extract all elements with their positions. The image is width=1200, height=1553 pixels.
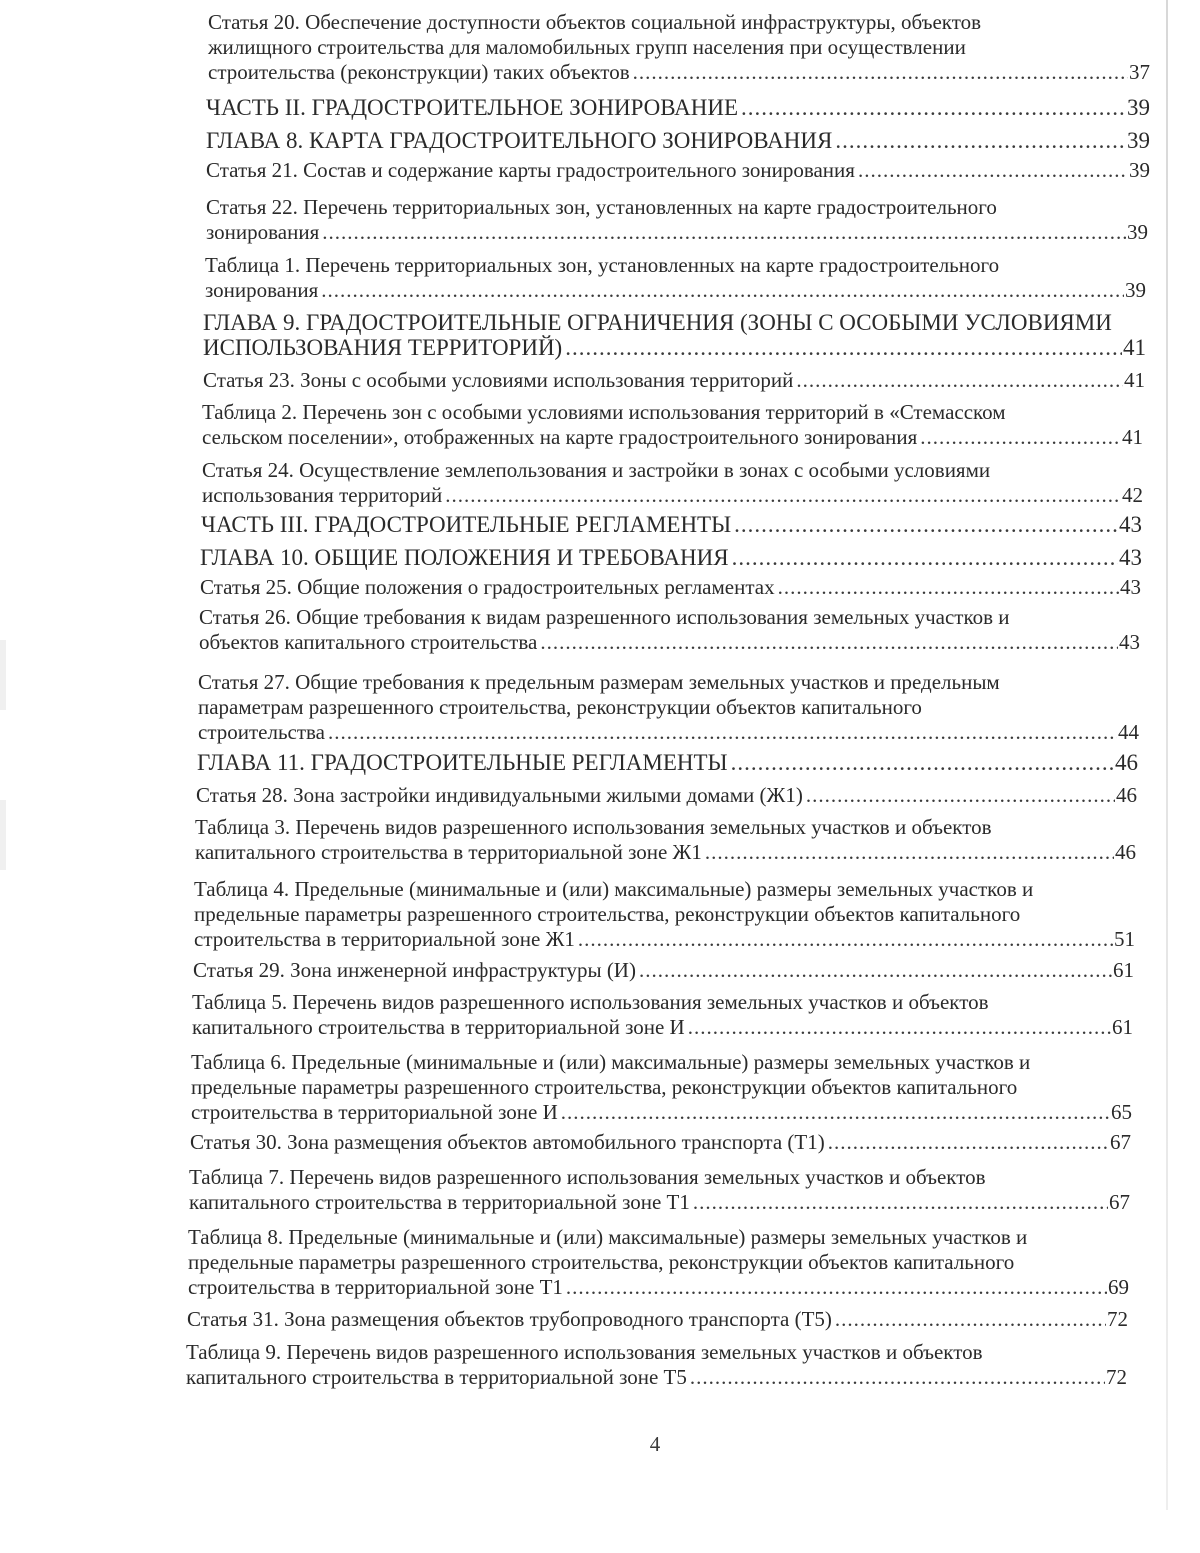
toc-entry-title: Таблица 5. Перечень видов разрешенного использования земельных участков и объектов	[192, 990, 989, 1014]
toc-page-number: 43	[1119, 545, 1142, 570]
dot-leader	[806, 783, 1115, 808]
toc-entry	[199, 605, 1140, 655]
toc-entry	[205, 253, 1146, 303]
toc-entry	[203, 368, 1145, 393]
toc-entry-line	[193, 958, 1134, 983]
dot-leader	[322, 220, 1126, 245]
toc-entry	[196, 783, 1137, 808]
toc-entry-title: Статья 31. Зона размещения объектов трубопроводного транспорта (Т5)	[187, 1307, 832, 1331]
toc-entry-title: Статья 27. Общие требования к предельным размерам земельных участков и предельным	[198, 670, 1000, 694]
toc-entry-line	[205, 278, 1146, 303]
toc-entry-title: Таблица 6. Предельные (минимальные и (или) максимальные) размеры земельных участков и	[191, 1050, 1031, 1074]
toc-page-number: 61	[1113, 958, 1134, 982]
toc-entry	[195, 815, 1136, 865]
toc-entry-line	[190, 1130, 1131, 1155]
toc-page-number: 72	[1107, 1307, 1128, 1331]
toc-page-number: 42	[1122, 483, 1143, 507]
toc-entry	[197, 750, 1138, 775]
toc-entry-title: капитального строительства в территориальной зоне Т1	[189, 1190, 690, 1214]
toc-entry-line	[189, 1165, 1130, 1190]
dot-leader	[734, 512, 1118, 537]
toc-entry-line	[189, 1190, 1130, 1215]
toc-entry	[187, 1307, 1128, 1332]
toc-entry-line	[194, 877, 1135, 902]
toc-entry-line	[206, 220, 1148, 245]
toc-entry-line	[188, 1275, 1129, 1300]
toc-entry-title: жилищного строительства для маломобильных групп населения при осуществлении	[208, 35, 966, 59]
toc-page-number: 37	[1129, 60, 1150, 84]
toc-entry	[200, 575, 1141, 600]
toc-entry	[206, 95, 1150, 120]
toc-entry-line	[202, 483, 1143, 508]
toc-entry-title: Таблица 2. Перечень зон с особыми условиями использования территорий в «Стемасском	[202, 400, 1006, 424]
toc-page-number: 51	[1114, 927, 1135, 951]
toc-entry	[190, 1130, 1131, 1155]
toc-page-number: 61	[1112, 1015, 1133, 1039]
toc-entry-line	[202, 400, 1143, 425]
dot-leader	[633, 60, 1128, 85]
toc-entry-title: ГЛАВА 8. КАРТА ГРАДОСТРОИТЕЛЬНОГО ЗОНИРОВАНИЯ	[206, 128, 833, 153]
toc-entry-title: предельные параметры разрешенного строительства, реконструкции объектов капитального	[188, 1250, 1015, 1274]
toc-entry-line	[188, 1250, 1129, 1275]
dot-leader	[328, 720, 1117, 745]
toc-entry-title: капитального строительства в территориальной зоне И	[192, 1015, 685, 1039]
toc-entry	[206, 195, 1148, 245]
toc-page-number: 46	[1115, 750, 1138, 775]
toc-entry-title: Таблица 1. Перечень территориальных зон, установленных на карте градостроительного	[205, 253, 1000, 277]
toc-entry-title: Статья 21. Состав и содержание карты градостроительного зонирования	[206, 158, 855, 182]
dot-leader	[920, 425, 1121, 450]
toc-entry-line	[205, 253, 1146, 278]
toc-entry-title: ГЛАВА 9. ГРАДОСТРОИТЕЛЬНЫЕ ОГРАНИЧЕНИЯ (ЗОНЫ С ОСОБЫМИ УСЛОВИЯМИ	[203, 310, 1112, 335]
toc-entry-line	[206, 158, 1150, 183]
toc-entry-line	[191, 1050, 1132, 1075]
toc-entry-title: Таблица 9. Перечень видов разрешенного использования земельных участков и объектов	[186, 1340, 983, 1364]
toc-entry-title: Статья 30. Зона размещения объектов автомобильного транспорта (Т1)	[190, 1130, 825, 1154]
toc-entry-line	[208, 10, 1150, 35]
dot-leader	[688, 1015, 1111, 1040]
toc-entry-line	[196, 783, 1137, 808]
toc-entry-line	[197, 750, 1138, 775]
toc-entry	[188, 1225, 1129, 1300]
toc-entry-line	[198, 720, 1139, 745]
toc-entry-title: Таблица 3. Перечень видов разрешенного использования земельных участков и объектов	[195, 815, 992, 839]
toc-page-number: 43	[1119, 512, 1142, 537]
toc-entry-title: Статья 20. Обеспечение доступности объектов социальной инфраструктуры, объектов	[208, 10, 982, 34]
toc-entry	[194, 877, 1135, 952]
dot-leader	[732, 545, 1118, 570]
toc-entry	[202, 458, 1143, 508]
toc-entry-title: строительства	[198, 720, 326, 744]
toc-page-number: 67	[1110, 1130, 1131, 1154]
toc-page-number: 69	[1108, 1275, 1129, 1299]
toc-entry-line	[206, 128, 1150, 153]
toc-entry-line	[194, 902, 1135, 927]
toc-entry-line	[198, 670, 1139, 695]
toc-entry-title: зонирования	[206, 220, 320, 244]
toc-entry-title: Таблица 8. Предельные (минимальные и (или) максимальные) размеры земельных участков и	[188, 1225, 1028, 1249]
toc-page-number: 65	[1111, 1100, 1132, 1124]
toc-entry-line	[186, 1365, 1127, 1390]
toc-entry	[203, 310, 1146, 360]
toc-entry-title: Статья 25. Общие положения о градостроительных регламентах	[200, 575, 775, 599]
toc-entry	[201, 512, 1142, 537]
toc-entry-line	[206, 195, 1148, 220]
toc-entry	[186, 1340, 1127, 1390]
toc-page-number: 39	[1127, 128, 1150, 153]
toc-entry-title: Статья 23. Зоны с особыми условиями использования территорий	[203, 368, 794, 392]
toc-entry-title: строительства (реконструкции) таких объектов	[208, 60, 630, 84]
scan-edge-shadow	[1166, 0, 1168, 1510]
dot-leader	[835, 1307, 1106, 1332]
toc-entry-line	[206, 95, 1150, 120]
toc-entry	[206, 128, 1150, 153]
toc-entry-title: Статья 26. Общие требования к видам разрешенного использования земельных участков и	[199, 605, 1010, 629]
toc-entry-line	[203, 310, 1146, 335]
toc-entry	[198, 670, 1139, 745]
toc-entry-title: ЧАСТЬ III. ГРАДОСТРОИТЕЛЬНЫЕ РЕГЛАМЕНТЫ	[201, 512, 732, 537]
toc-entry-line	[200, 575, 1141, 600]
toc-entry-line	[195, 815, 1136, 840]
toc-entry-title: использования территорий	[202, 483, 443, 507]
toc-page-number: 43	[1120, 575, 1141, 599]
toc-entry-line	[191, 1100, 1132, 1125]
dot-leader	[565, 335, 1122, 360]
toc-page-number: 39	[1125, 278, 1146, 302]
toc-entry-line	[186, 1340, 1127, 1365]
toc-entry-line	[195, 840, 1136, 865]
toc-entry-title: капитального строительства в территориальной зоне Т5	[186, 1365, 687, 1389]
toc-entry	[202, 400, 1143, 450]
toc-entry-title: строительства в территориальной зоне Ж1	[194, 927, 575, 951]
toc-page-number: 39	[1129, 158, 1150, 182]
toc-entry-title: ГЛАВА 11. ГРАДОСТРОИТЕЛЬНЫЕ РЕГЛАМЕНТЫ	[197, 750, 728, 775]
dot-leader	[741, 95, 1126, 120]
toc-page-number: 46	[1116, 783, 1137, 807]
toc-page-number: 44	[1118, 720, 1139, 744]
toc-entry-line	[208, 35, 1150, 60]
toc-entry-title: Статья 28. Зона застройки индивидуальными жилыми домами (Ж1)	[196, 783, 803, 807]
toc-entry-line	[203, 335, 1146, 360]
toc-entry-title: Статья 24. Осуществление землепользования и застройки в зонах с особыми условиями	[202, 458, 991, 482]
toc-entry-title: предельные параметры разрешенного строительства, реконструкции объектов капитального	[191, 1075, 1018, 1099]
dot-leader	[731, 750, 1114, 775]
toc-entry-line	[194, 927, 1135, 952]
toc-entry-line	[199, 605, 1140, 630]
toc-entry	[189, 1165, 1130, 1215]
toc-entry-title: строительства в территориальной зоне Т1	[188, 1275, 563, 1299]
toc-page-number: 41	[1123, 335, 1146, 360]
scan-margin-mark	[0, 640, 6, 710]
dot-leader	[828, 1130, 1109, 1155]
toc-entry-line	[208, 60, 1150, 85]
toc-page-number: 41	[1122, 425, 1143, 449]
toc-entry-title: Статья 22. Перечень территориальных зон, установленных на карте градостроительного	[206, 195, 997, 219]
toc-entry-line	[192, 990, 1133, 1015]
toc-entry	[200, 545, 1142, 570]
toc-entry-title: ИСПОЛЬЗОВАНИЯ ТЕРРИТОРИЙ)	[203, 335, 563, 360]
toc-page-number: 46	[1115, 840, 1136, 864]
dot-leader	[835, 128, 1126, 153]
dot-leader	[778, 575, 1119, 600]
toc-entry	[193, 958, 1134, 983]
toc-entry	[191, 1050, 1132, 1125]
dot-leader	[796, 368, 1123, 393]
toc-entry-line	[191, 1075, 1132, 1100]
dot-leader	[540, 630, 1118, 655]
toc-entry-title: зонирования	[205, 278, 319, 302]
toc-entry-title: капитального строительства в территориальной зоне Ж1	[195, 840, 702, 864]
toc-entry-title: строительства в территориальной зоне И	[191, 1100, 558, 1124]
dot-leader	[578, 927, 1113, 952]
toc-entry-title: Статья 29. Зона инженерной инфраструктуры (И)	[193, 958, 636, 982]
toc-entry-title: объектов капитального строительства	[199, 630, 538, 654]
toc-entry-title: Таблица 7. Перечень видов разрешенного использования земельных участков и объектов	[189, 1165, 986, 1189]
toc-entry-title: сельском поселении», отображенных на карте градостроительного зонирования	[202, 425, 918, 449]
toc-entry-line	[200, 545, 1142, 570]
toc-entry-line	[202, 425, 1143, 450]
toc-entry-line	[199, 630, 1140, 655]
toc-entry	[192, 990, 1133, 1040]
toc-page-number: 67	[1109, 1190, 1130, 1214]
toc-page-number: 43	[1119, 630, 1140, 654]
dot-leader	[858, 158, 1128, 183]
scan-margin-mark	[0, 800, 6, 870]
toc-entry	[206, 158, 1150, 183]
toc-page-number: 41	[1124, 368, 1145, 392]
toc-entry-title: предельные параметры разрешенного строительства, реконструкции объектов капитального	[194, 902, 1021, 926]
toc-page-number: 72	[1106, 1365, 1127, 1389]
dot-leader	[705, 840, 1114, 865]
dot-leader	[321, 278, 1124, 303]
toc-entry	[208, 10, 1150, 85]
toc-entry-line	[201, 512, 1142, 537]
toc-entry-title: параметрам разрешенного строительства, реконструкции объектов капитального	[198, 695, 922, 719]
toc-entry-line	[198, 695, 1139, 720]
dot-leader	[561, 1100, 1110, 1125]
toc-entry-line	[202, 458, 1143, 483]
dot-leader	[690, 1365, 1105, 1390]
toc-entry-title: ЧАСТЬ II. ГРАДОСТРОИТЕЛЬНОЕ ЗОНИРОВАНИЕ	[206, 95, 739, 120]
dot-leader	[639, 958, 1112, 983]
toc-entry-line	[188, 1225, 1129, 1250]
dot-leader	[566, 1275, 1107, 1300]
toc-entry-title: Таблица 4. Предельные (минимальные и (или) максимальные) размеры земельных участков и	[194, 877, 1034, 901]
toc-page-number: 39	[1127, 220, 1148, 244]
toc-entry-title: ГЛАВА 10. ОБЩИЕ ПОЛОЖЕНИЯ И ТРЕБОВАНИЯ	[200, 545, 729, 570]
toc-entry-line	[192, 1015, 1133, 1040]
dot-leader	[693, 1190, 1108, 1215]
toc-entry-line	[187, 1307, 1128, 1332]
page-number: 4	[649, 1432, 661, 1456]
toc-entry-line	[203, 368, 1145, 393]
toc-page-number: 39	[1127, 95, 1150, 120]
dot-leader	[445, 483, 1121, 508]
